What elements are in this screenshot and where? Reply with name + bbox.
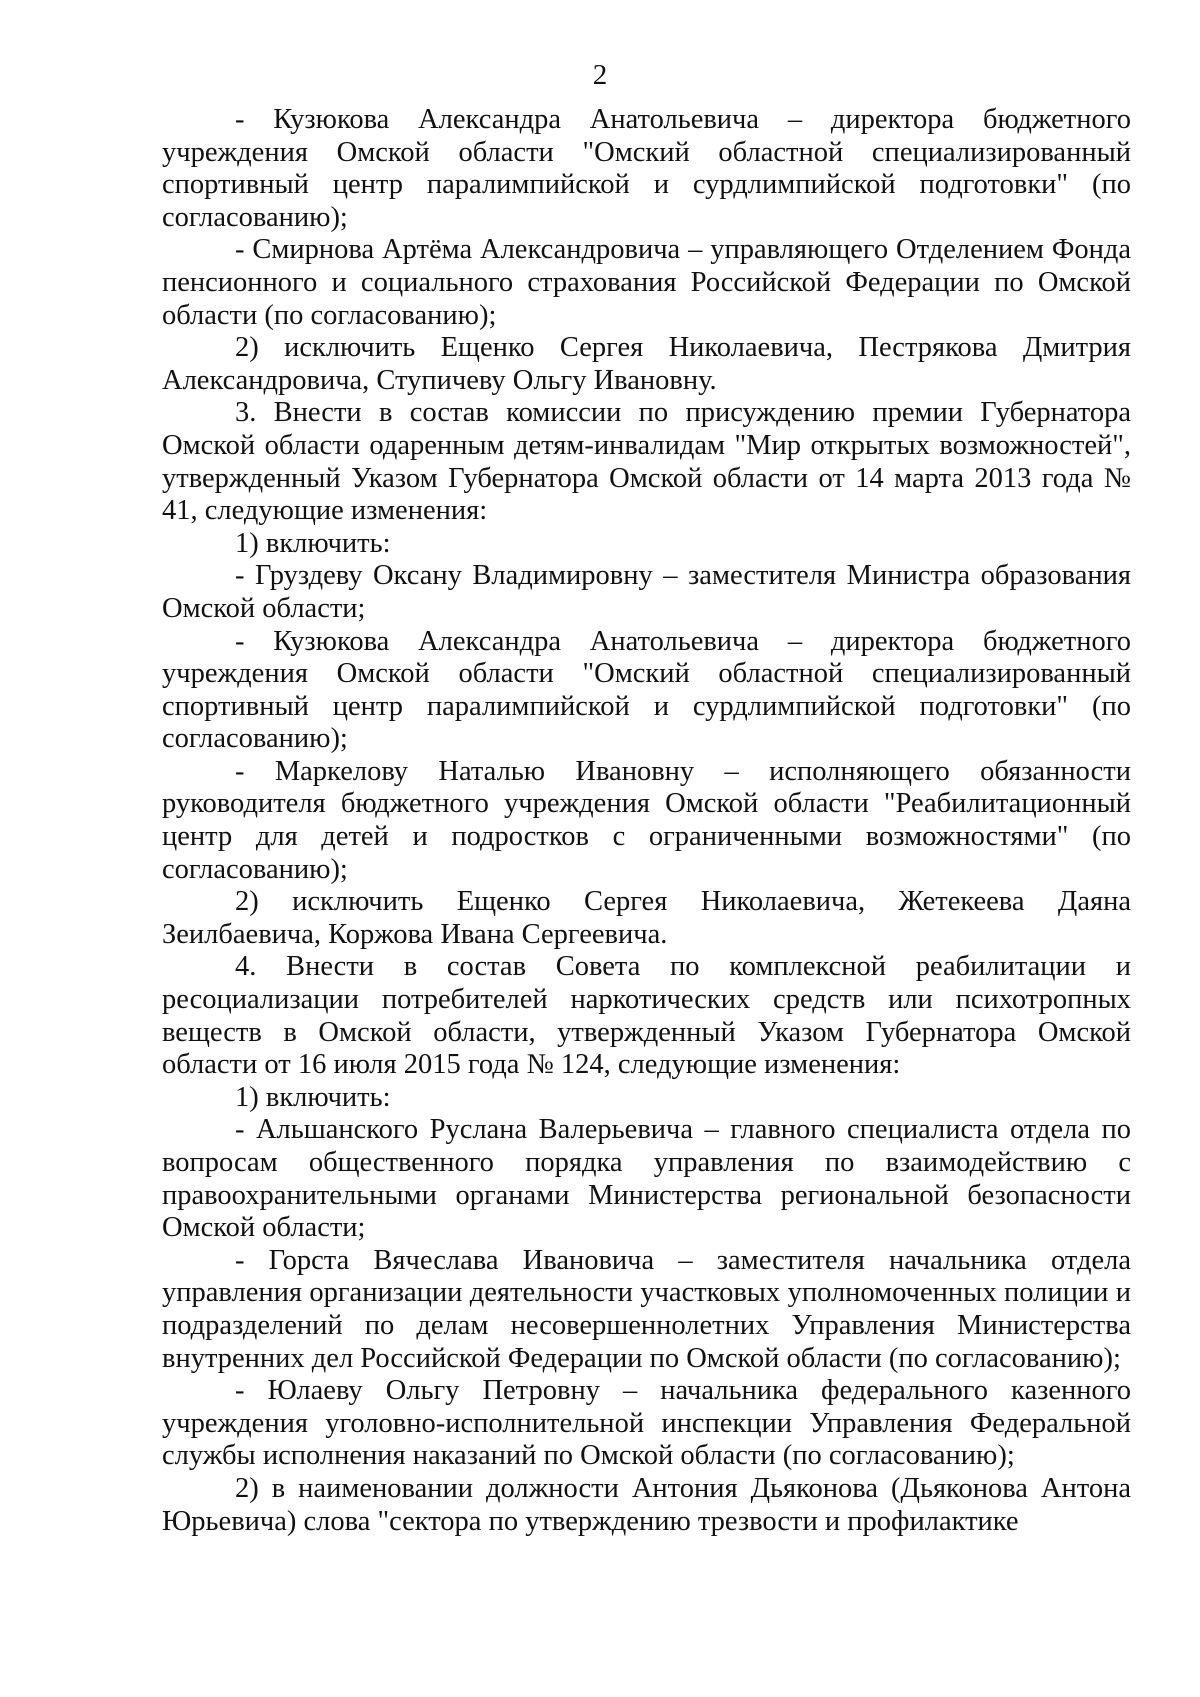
document-body xyxy=(162,104,1131,1538)
paragraph-markelova: - Маркелову Наталью Ивановну – исполняющего обязанности руководителя бюджетного учреждения Омской области "Реабилитационный центр для детей и подростков с ограниченными возможностями" (по согласованию); xyxy=(162,755,1131,885)
paragraph-kuzyukov-sport-center: - Кузюкова Александра Анатольевича – директора бюджетного учреждения Омской области "Омский областной специализированный спортивный центр паралимпийской и сурдлимпийской подготовки" (по согласованию); xyxy=(162,104,1131,233)
page-number: 2 xyxy=(592,59,608,91)
paragraph-item-4-council: 4. Внести в состав Совета по комплексной реабилитации и ресоциализации потребителей наркотических средств или психотропных веществ в Омской области, утвержденный Указом Губернатора Омской области от 16 июля 2015 года № 124, следующие изменения: xyxy=(162,951,1131,1081)
paragraph-item-3-commission: 3. Внести в состав комиссии по присуждению премии Губернатора Омской области одаренным детям-инвалидам "Мир открытых возможностей", утвержденный Указом Губернатора Омской области от 14 марта 2013 года № 41, следующие изменения: xyxy=(162,397,1131,527)
paragraph-include-heading-2: 1) включить: xyxy=(235,1081,391,1113)
paragraph-exclude-list-2: 2) исключить Ещенко Сергея Николаевича, Жетекеева Даяна Зеилбаевича, Коржова Ивана Сергеевича. xyxy=(162,886,1131,950)
paragraph-kuzyukov-commission: - Кузюкова Александра Анатольевича – директора бюджетного учреждения Омской области "Омский областной специализированный спортивный центр паралимпийской и сурдлимпийской подготовки" (по согласованию); xyxy=(162,625,1131,755)
paragraph-smirnov-pension-fund: - Смирнова Артёма Александровича – управляющего Отделением Фонда пенсионного и социального страхования Российской Федерации по Омской области (по согласованию); xyxy=(162,234,1131,331)
paragraph-gruzdeva: - Груздеву Оксану Владимировну – заместителя Министра образования Омской области; xyxy=(162,560,1131,624)
paragraph-alshansky: - Альшанского Руслана Валерьевича – главного специалиста отдела по вопросам общественного порядка управления по взаимодействию с правоохранительными органами Министерства региональной безопасности Омской области; xyxy=(162,1114,1131,1244)
paragraph-dyakonov-position: 2) в наименовании должности Антония Дьяконова (Дьяконова Антона Юрьевича) слова "сектора по утверждению трезвости и профилактике xyxy=(162,1472,1131,1537)
paragraph-include-heading-1: 1) включить: xyxy=(235,527,391,559)
paragraph-gorst: - Горста Вячеслава Ивановича – заместителя начальника отдела управления организации деятельности участковых уполномоченных полиции и подразделений по делам несовершеннолетних Управления Министерства внутренних дел Российской Федерации по Омской области (по согласованию); xyxy=(162,1244,1131,1374)
paragraph-yulaeva: - Юлаеву Ольгу Петровну – начальника федерального казенного учреждения уголовно-исполнительной инспекции Управления Федеральной службы исполнения наказаний по Омской области (по согласованию); xyxy=(162,1375,1131,1472)
paragraph-exclude-list-1: 2) исключить Ещенко Сергея Николаевича, Пестрякова Дмитрия Александровича, Ступичеву Ольгу Ивановну. xyxy=(162,332,1131,396)
